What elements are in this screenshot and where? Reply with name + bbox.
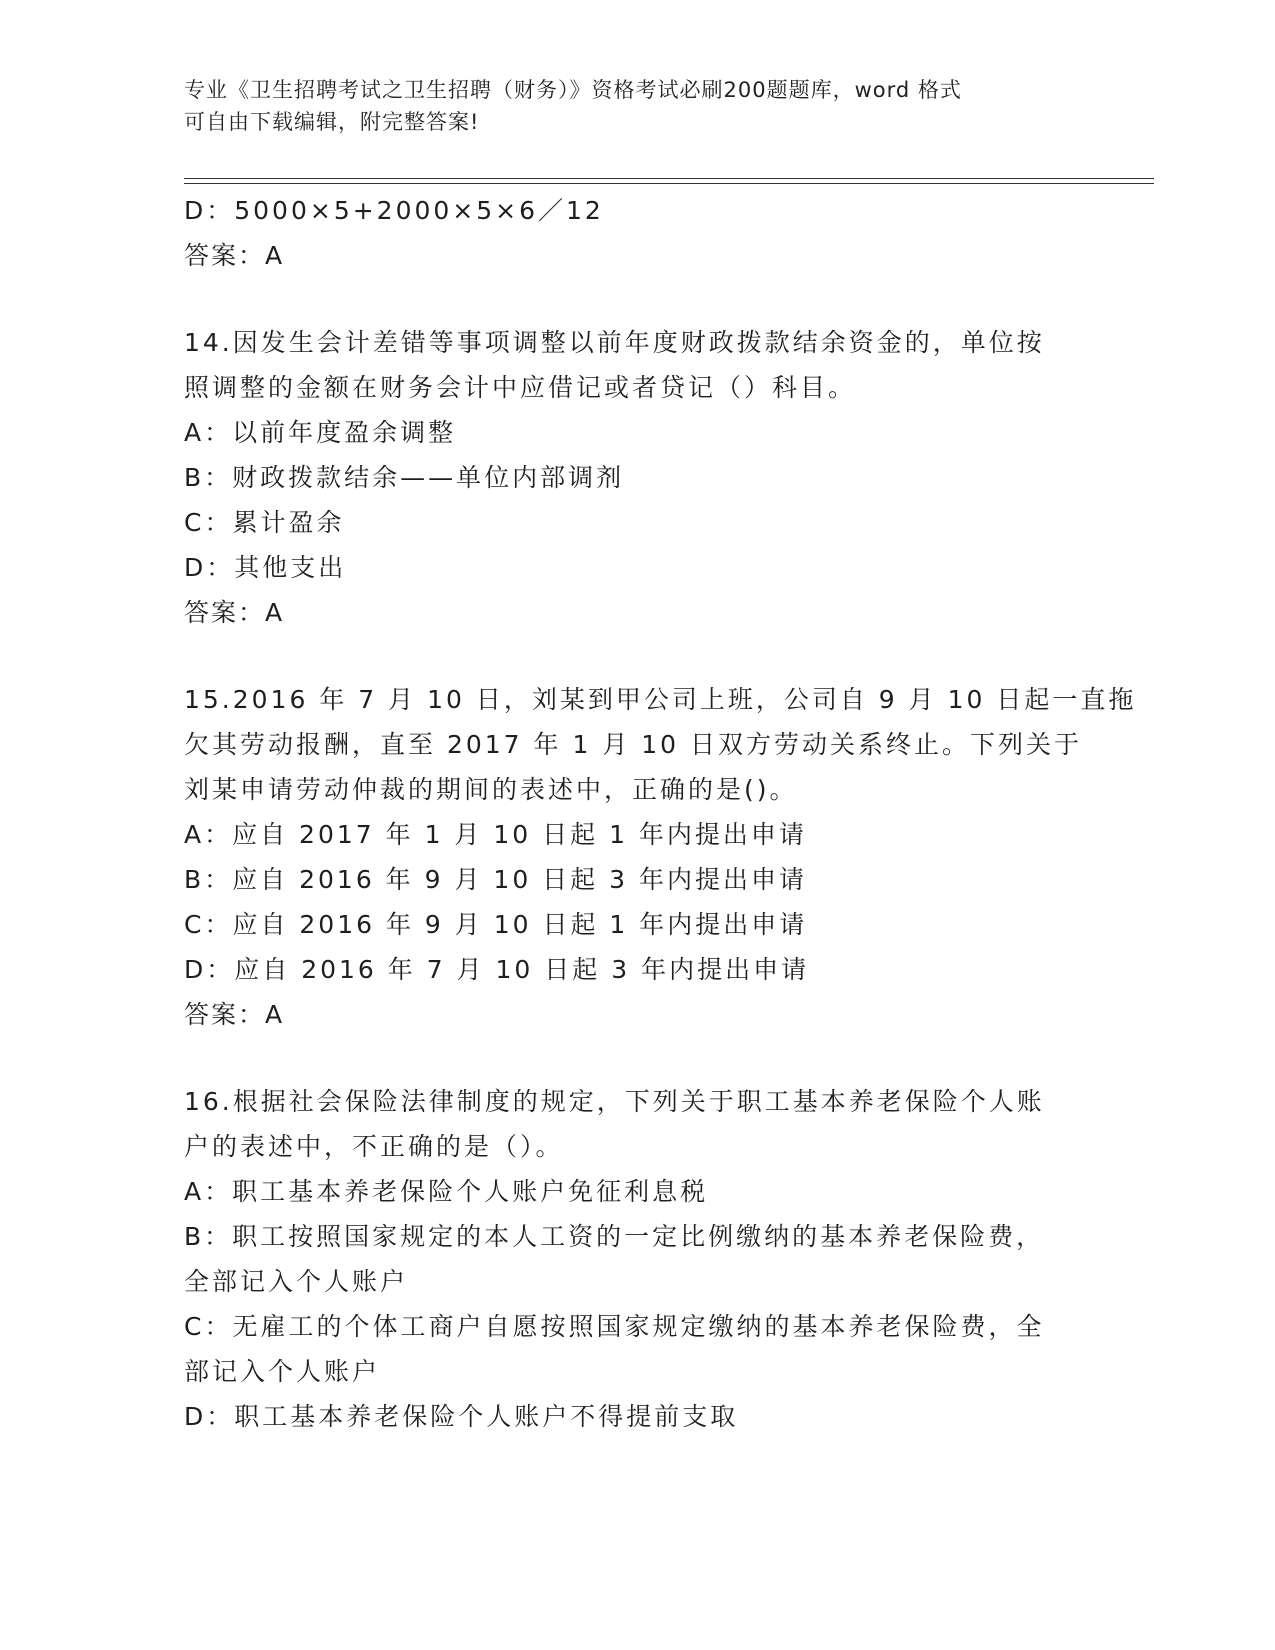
q14-answer: 答案：A: [184, 598, 285, 627]
q13-option-d: D：5000×5+2000×5×6／12: [184, 196, 604, 225]
q16-option-c-line-1: C：无雇工的个体工商户自愿按照国家规定缴纳的基本养老保险费，全: [184, 1312, 1045, 1341]
q16-option-a: A：职工基本养老保险个人账户免征利息税: [184, 1177, 709, 1206]
q15-option-b: B：应自 2016 年 9 月 10 日起 3 年内提出申请: [184, 865, 807, 894]
question-gap: [184, 635, 1084, 677]
q15-option-a: A：应自 2017 年 1 月 10 日起 1 年内提出申请: [184, 820, 807, 849]
q15-option-d: D：应自 2016 年 7 月 10 日起 3 年内提出申请: [184, 955, 810, 984]
q16-option-c-line-2: 部记入个人账户: [184, 1357, 381, 1386]
q15-answer: 答案：A: [184, 1000, 285, 1029]
question-14: [184, 320, 1084, 635]
question-gap: [184, 278, 1084, 320]
q16-option-b-line-1: B：职工按照国家规定的本人工资的一定比例缴纳的基本养老保险费，: [184, 1222, 1045, 1251]
q16-option-b-line-2: 全部记入个人账户: [184, 1267, 409, 1296]
question-content: [184, 188, 1137, 1439]
q14-option-b: B：财政拨款结余——单位内部调剂: [184, 463, 625, 492]
q16-option-d: D：职工基本养老保险个人账户不得提前支取: [184, 1402, 739, 1431]
header-divider-bottom: [184, 183, 1154, 184]
header-divider-top: [184, 178, 1154, 179]
q14-stem-line-1: 14.因发生会计差错等事项调整以前年度财政拨款结余资金的，单位按: [184, 328, 1045, 357]
q15-stem-line-2: 欠其劳动报酬，直至 2017 年 1 月 10 日双方劳动关系终止。下列关于: [184, 730, 1083, 759]
q13-answer: 答案：A: [184, 241, 285, 270]
header-title-line-2: 可自由下载编辑，附完整答案!: [184, 110, 480, 134]
q14-option-a: A：以前年度盈余调整: [184, 418, 457, 447]
question-16: [184, 1079, 1084, 1439]
question-15: [184, 677, 1137, 1037]
q14-stem-line-2: 照调整的金额在财务会计中应借记或者贷记（）科目。: [184, 373, 857, 402]
q14-option-d: D：其他支出: [184, 553, 347, 582]
q16-stem-line-2: 户的表述中，不正确的是（）。: [184, 1132, 564, 1161]
q15-stem-line-3: 刘某申请劳动仲裁的期间的表述中，正确的是()。: [184, 775, 798, 804]
header-title-line-1: 专业《卫生招聘考试之卫生招聘（财务）》资格考试必刷200题题库，word 格式: [184, 78, 962, 102]
q15-stem-line-1: 15.2016 年 7 月 10 日，刘某到甲公司上班，公司自 9 月 10 日起一直拖: [184, 685, 1137, 714]
question-gap: [184, 1037, 1084, 1079]
page-header: [184, 74, 1064, 138]
q16-stem-line-1: 16.根据社会保险法律制度的规定，下列关于职工基本养老保险个人账: [184, 1087, 1045, 1116]
q15-option-c: C：应自 2016 年 9 月 10 日起 1 年内提出申请: [184, 910, 808, 939]
q14-option-c: C：累计盈余: [184, 508, 345, 537]
